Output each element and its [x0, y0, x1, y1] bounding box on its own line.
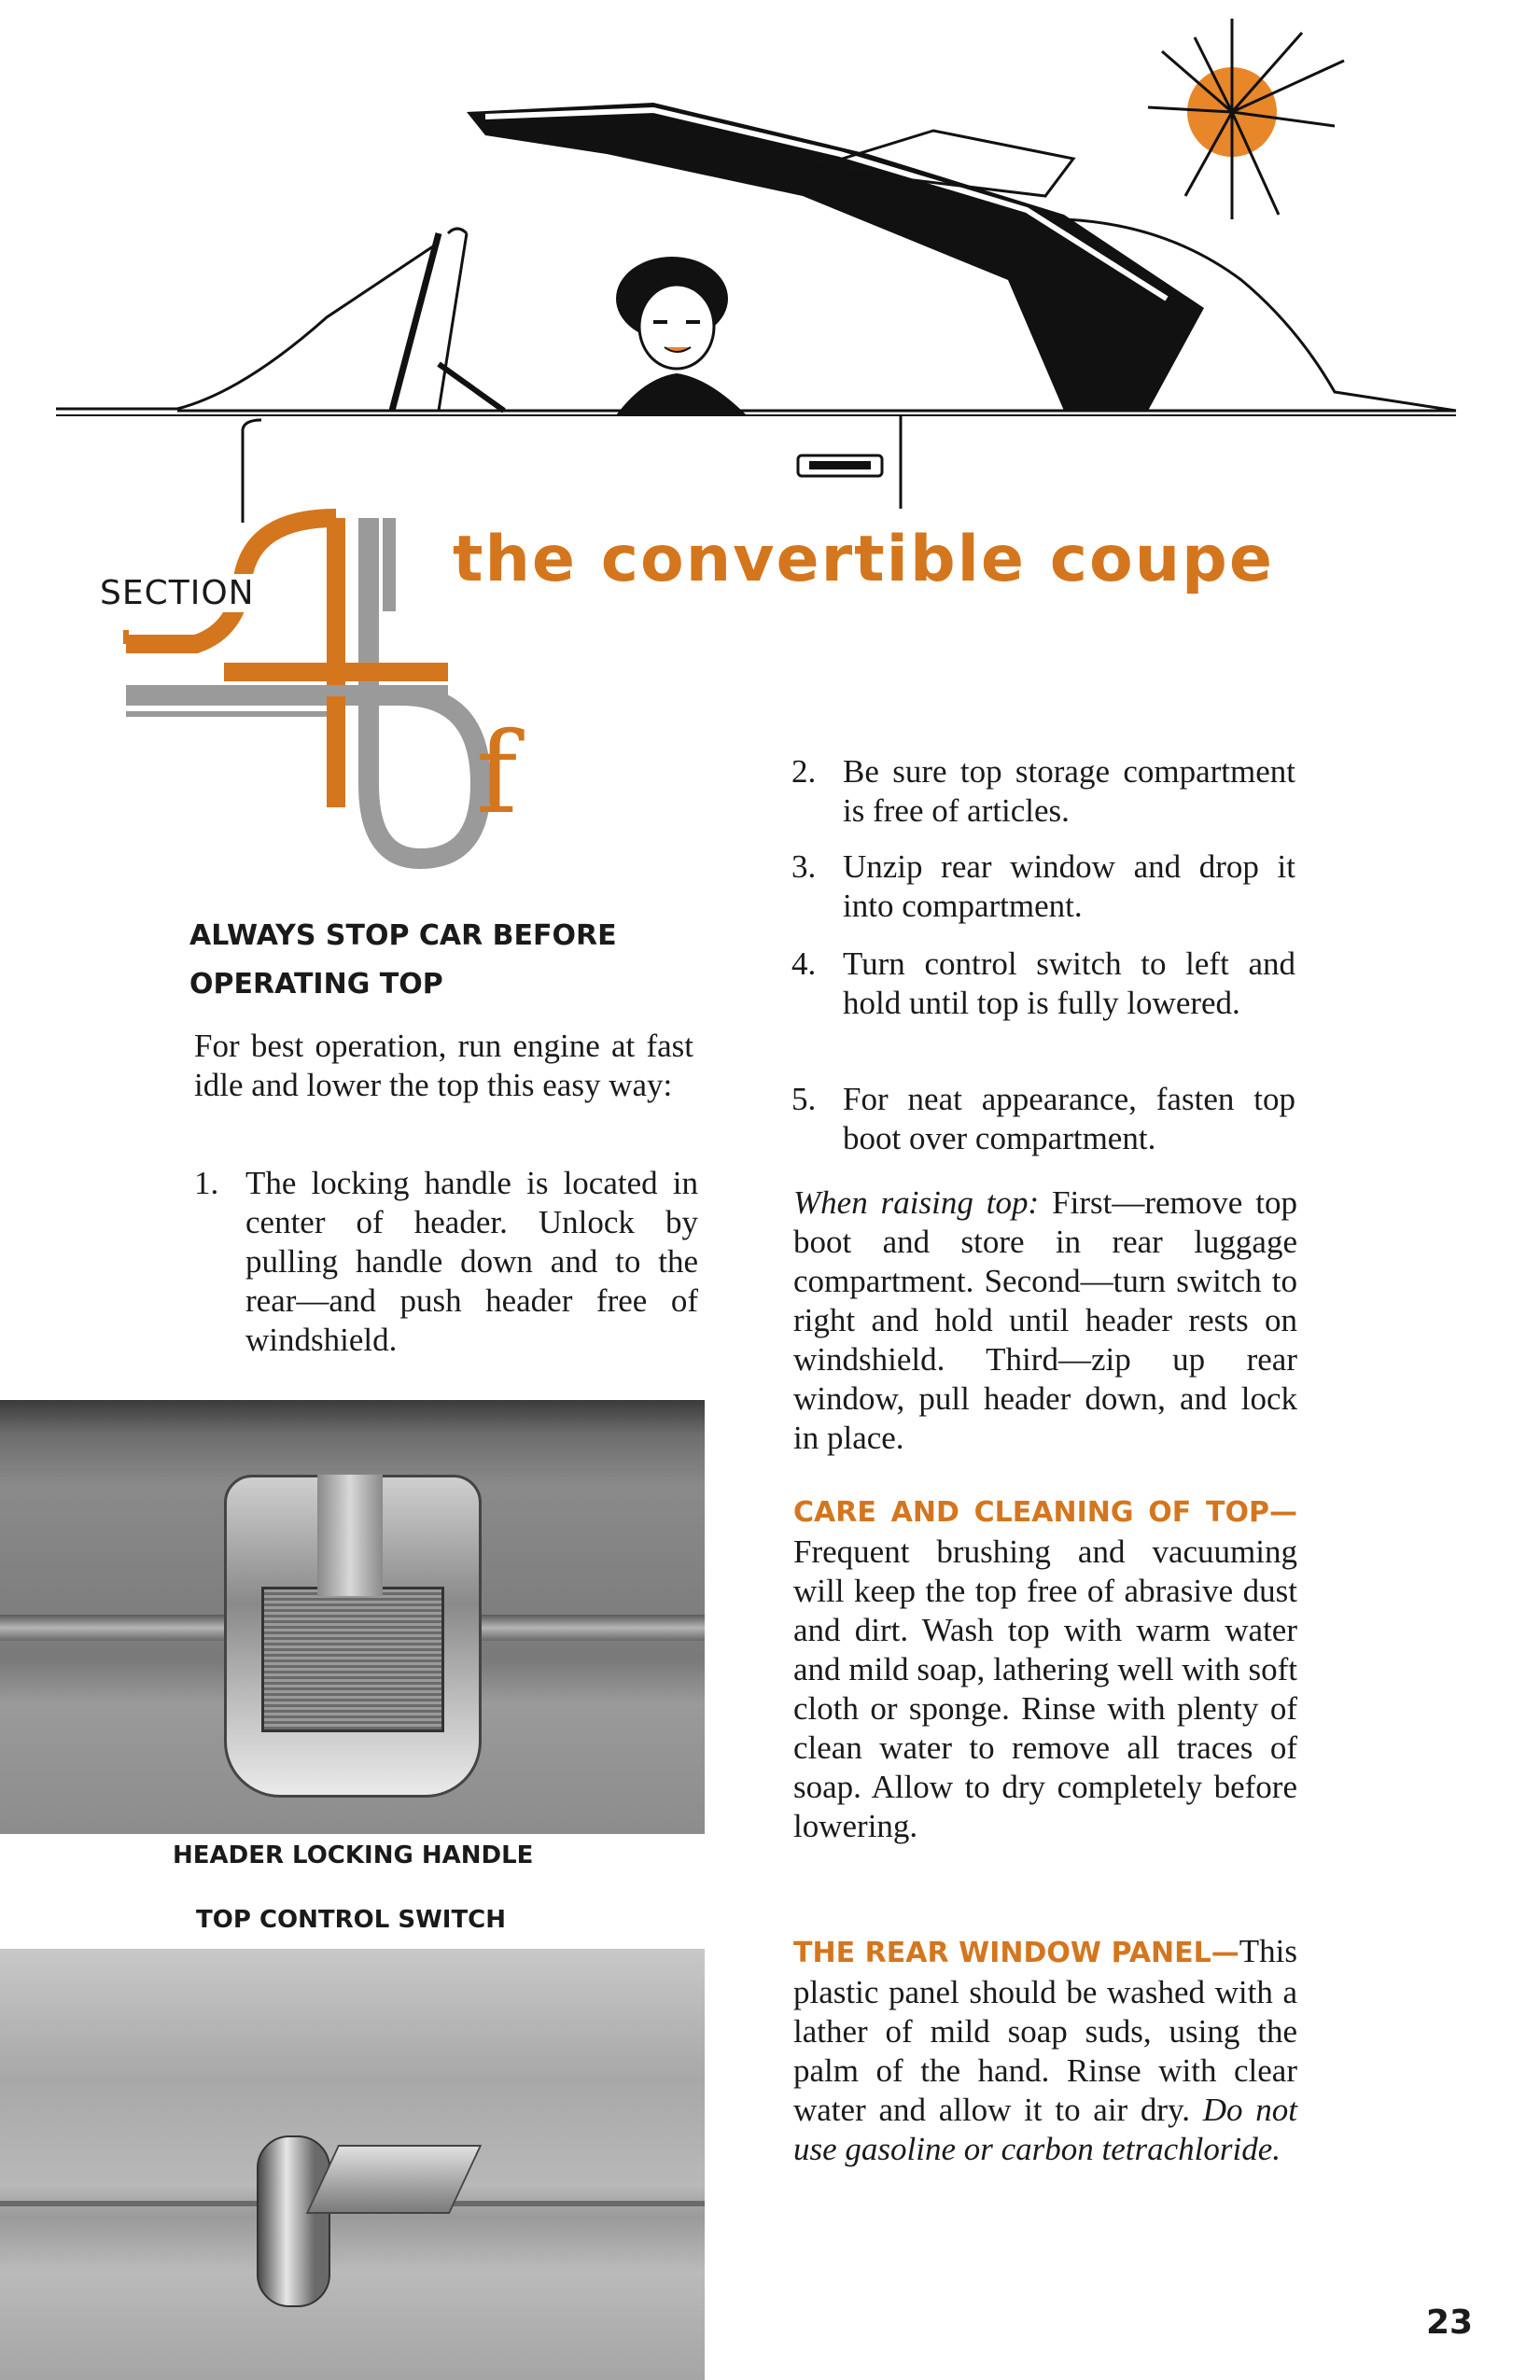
step-5 [791, 1080, 1295, 1164]
raising-top-text: First—remove top boot and store in rear luggage compartment. Second—turn switch to right and hold until header rests on windshield. Third—zip up rear window, pull header down, and lock in place. [793, 1184, 1297, 1456]
care-cleaning-paragraph [793, 1491, 1297, 1846]
rear-window-text: This plastic panel should be washed with a lather of mild soap suds, using the palm of the hand. Rinse with clear water and allow it to air dry. [793, 1933, 1297, 2128]
rear-window-warning: Do not use gasoline or carbon tetrachloride. [793, 2092, 1297, 2167]
step-text: Turn control switch to left and hold until top is fully lowered. [843, 945, 1295, 1021]
top-control-switch-photo [0, 1949, 705, 2380]
woman-driver-illustration [616, 257, 747, 415]
sun-icon [1148, 19, 1344, 219]
step-number: 1. [194, 1165, 219, 1201]
raising-top-lead: When raising top: [793, 1184, 1040, 1221]
care-cleaning-heading: CARE AND CLEANING OF TOP— [793, 1496, 1297, 1529]
page-number: 23 [1426, 2303, 1474, 2342]
section-title: the convertible coupe [453, 523, 1274, 596]
rear-window-paragraph [793, 1932, 1297, 2169]
step-4 [791, 945, 1295, 1066]
header-locking-handle-photo [0, 1400, 705, 1834]
raising-top-paragraph [793, 1183, 1297, 1458]
step-text: Unzip rear window and drop it into compartment. [843, 848, 1295, 924]
step-1 [194, 1164, 698, 1360]
intro-paragraph: For best operation, run engine at fast idle and lower the top this easy way: [194, 1028, 693, 1103]
step-2 [791, 752, 1295, 836]
top-control-switch-caption: TOP CONTROL SWITCH [196, 1906, 507, 1934]
section-label: SECTION [96, 574, 259, 612]
warning-heading-line2: OPERATING TOP [189, 968, 443, 1001]
step-3 [791, 847, 1295, 931]
step-text: Be sure top storage compartment is free of articles. [843, 753, 1295, 829]
step-number: 5. [791, 1081, 817, 1117]
step-number: 2. [791, 753, 817, 790]
warning-heading-line1: ALWAYS STOP CAR BEFORE [189, 919, 617, 952]
convertible-car-illustration [0, 0, 1540, 523]
care-cleaning-text: Frequent brushing and vacuuming will keep the top free of abrasive dust and dirt. Wash top with warm water and mild soap, lathering well with soft cloth or sponge. Rinse with plenty of clean water to remove all traces of soap. Allow to dry completely before lowering. [793, 1533, 1297, 1844]
step-text: For neat appearance, fasten top boot over compartment. [843, 1081, 1295, 1156]
step-text: The locking handle is located in center of header. Unlock by pulling handle down and to the rear—and push header free of windshield. [245, 1165, 698, 1358]
step-number: 3. [791, 848, 817, 885]
section-letter: f [476, 709, 518, 839]
rear-window-heading: THE REAR WINDOW PANEL— [793, 1937, 1239, 1969]
step-number: 4. [791, 945, 817, 982]
header-locking-handle-caption: HEADER LOCKING HANDLE [173, 1841, 534, 1869]
